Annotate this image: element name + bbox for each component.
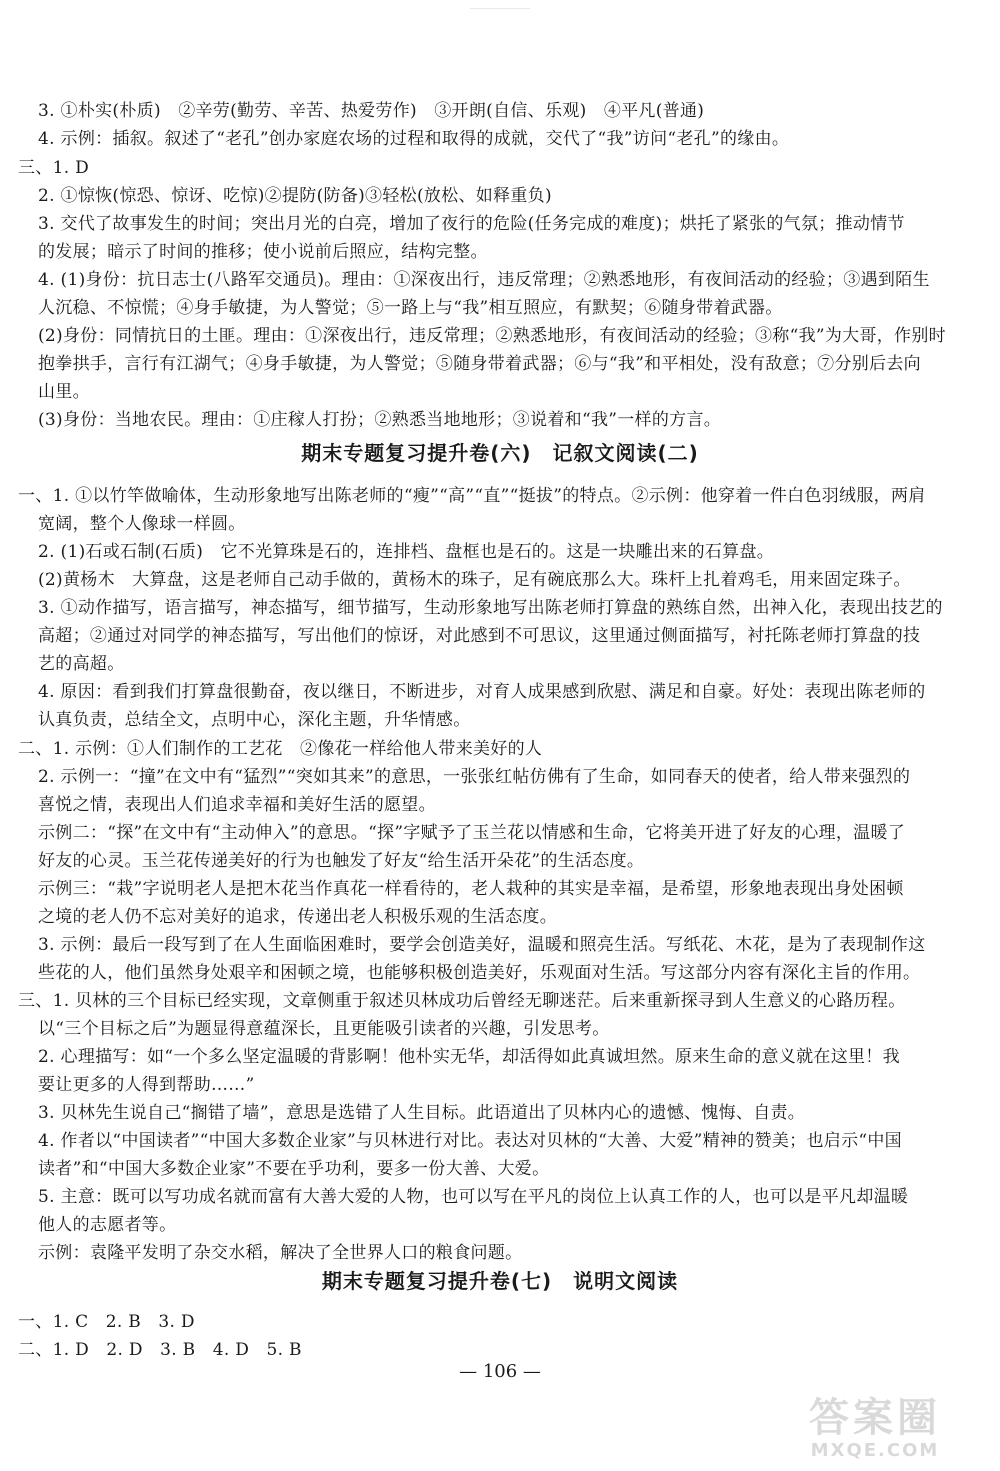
- answer-line: 4. (1)身份：抗日志士(八路军交通员)。理由：①深夜出行，违反常理；②熟悉地形，有夜间活动的经验；③遇到陌生: [38, 270, 930, 290]
- answer-line: 认真负责，总结全文，点明中心，深化主题，升华情感。: [38, 710, 471, 730]
- section-line: 二、1. 示例：①人们制作的工艺花 ②像花一样给他人带来美好的人: [18, 739, 543, 759]
- answer-line: 之境的老人仍不忘对美好的追求，传递出老人积极乐观的生活态度。: [38, 907, 557, 927]
- answer-line: 以“三个目标之后”为题显得意蕴深长，且更能吸引读者的兴趣，引发思考。: [38, 1019, 610, 1039]
- section-line: 二、1. D 2. D 3. B 4. D 5. B: [18, 1340, 302, 1360]
- answer-line: 示例三：“栽”字说明老人是把木花当作真花一样看待的，老人栽种的其实是幸福，是希望，形象地表现出身处困顿: [38, 879, 904, 899]
- answer-line: 抱拳拱手，言行有江湖气；④身手敏捷，为人警觉；⑤随身带着武器；⑥与“我”和平相处，没有敌意；⑦分别后去向: [38, 354, 921, 374]
- answer-line: 宽阔，整个人像球一样圆。: [38, 514, 246, 534]
- answer-line: 人沉稳、不惊慌；④身手敏捷，为人警觉；⑤一路上与“我”相互照应，有默契；⑥随身带着武器。: [38, 298, 783, 318]
- answer-line: 2. ①惊恢(惊恐、惊讶、吃惊)②提防(防备)③轻松(放松、如释重负): [38, 186, 552, 206]
- answer-line: 3. 示例：最后一段写到了在人生面临困难时，要学会创造美好，温暖和照亮生活。写纸花、木花，是为了表现制作这: [38, 935, 926, 955]
- answer-line: 4. 作者以“中国读者”“中国大多数企业家”与贝林进行对比。表达对贝林的“大善、大爱”精神的赞美；也启示“中国: [38, 1131, 902, 1151]
- section-line: 三、1. 贝林的三个目标已经实现，文章侧重于叙述贝林成功后曾经无聊迷茫。后来重新探寻到人生意义的心路历程。: [18, 991, 906, 1011]
- answer-line: 的发展；暗示了时间的推移；使小说前后照应，结构完整。: [38, 242, 488, 262]
- watermark-logo: [790, 1396, 960, 1468]
- answer-line: 喜悦之情，表现出人们追求幸福和美好生活的愿望。: [38, 795, 436, 815]
- section-heading: 期末专题复习提升卷(七) 说明文阅读: [321, 1269, 679, 1293]
- answer-line: 2. 示例一：“撞”在文中有“猛烈”“突如其来”的意思，一张张红帖仿佛有了生命，如同春天的使者，给人带来强烈的: [38, 767, 911, 787]
- section-line: 一、1. C 2. B 3. D: [18, 1312, 195, 1332]
- answer-line: 2. (1)石或石制(石质) 它不光算珠是石的，连排档、盘框也是石的。这是一块雕出来的石算盘。: [38, 542, 775, 562]
- answer-line: 3. ①朴实(朴质) ②辛劳(勤劳、辛苦、热爱劳作) ③开朗(自信、乐观) ④平凡(普通): [38, 101, 705, 121]
- section-line: 三、1. D: [18, 158, 90, 178]
- answer-line: 他人的志愿者等。: [38, 1215, 177, 1235]
- answer-line: 高超；②通过对同学的神态描写，写出他们的惊讶，对此感到不可思议，这里通过侧面描写，衬托陈老师打算盘的技: [38, 626, 921, 646]
- top-scan-mark: [470, 8, 530, 19]
- answer-line: 些花的人，他们虽然身处艰辛和困顿之境，也能够积极创造美好，乐观面对生活。写这部分内容有深化主旨的作用。: [38, 963, 921, 983]
- answer-line: 示例：袁隆平发明了杂交水稻，解决了全世界人口的粮食问题。: [38, 1243, 523, 1263]
- answer-line: (2)黄杨木 大算盘，这是老师自己动手做的，黄杨木的珠子，足有碗底那么大。珠杆上扎着鸡毛，用来固定珠子。: [38, 570, 911, 590]
- answer-line: 4. 原因：看到我们打算盘很勤奋，夜以继日，不断进步，对育人成果感到欣慰、满足和自豪。好处：表现出陈老师的: [38, 682, 926, 702]
- answer-line: 山里。: [38, 382, 90, 402]
- section-line: 一、1. ①以竹竿做喻体，生动形象地写出陈老师的“瘦”“高”“直”“挺拔”的特点。②示例：他穿着一件白色羽绒服，两肩: [18, 486, 926, 506]
- answer-line: 3. 交代了故事发生的时间；突出月光的白亮，增加了夜行的危险(任务完成的难度)；烘托了紧张的气氛；推动情节: [38, 214, 905, 234]
- answer-line: 读者”和“中国大多数企业家”不要在乎功利，要多一份大善、大爱。: [38, 1159, 550, 1179]
- answer-line: 示例二：“探”在文中有“主动伸入”的意思。“探”字赋予了玉兰花以情感和生命，它将美开进了好友的心理，温暖了: [38, 823, 906, 843]
- answer-line: (2)身份：同情抗日的土匪。理由：①深夜出行，违反常理；②熟悉地形，有夜间活动的经验；③称“我”为大哥，作别时: [38, 326, 946, 346]
- answer-line: 2. 心理描写：如“一个多么坚定温暖的背影啊！他朴实无华，却活得如此真诚坦然。原来生命的意义就在这里！我: [38, 1047, 900, 1067]
- section-heading: 期末专题复习提升卷(六) 记叙文阅读(二): [301, 441, 699, 465]
- answer-line: 艺的高超。: [38, 654, 125, 674]
- answer-line: 好友的心灵。玉兰花传递美好的行为也触发了好友“给生活开朵花”的生活态度。: [38, 851, 645, 871]
- answer-line: 3. 贝林先生说自己“搁错了墙”，意思是选错了人生目标。此语道出了贝林内心的遗憾、愧悔、自责。: [38, 1103, 806, 1123]
- answer-line: 5. 主意：既可以写功成名就而富有大善大爱的人物，也可以写在平凡的岗位上认真工作的人，也可以是平凡却温暖: [38, 1187, 909, 1207]
- answer-line: 3. ①动作描写，语言描写，神态描写，细节描写，生动形象地写出陈老师打算盘的熟练自然，出神入化，表现出技艺的: [38, 598, 943, 618]
- watermark-url: MXQE.COM: [810, 1440, 940, 1461]
- page-number: — 106 —: [459, 1361, 541, 1382]
- answer-line: 4. 示例：插叙。叙述了“老孔”创办家庭农场的过程和取得的成就，交代了“我”访问“老孔”的缘由。: [38, 129, 790, 149]
- answer-line: 要让更多的人得到帮助……”: [38, 1075, 255, 1095]
- answer-line: (3)身份：当地农民。理由：①庄稼人打扮；②熟悉当地地形；③说着和“我”一样的方言。: [38, 410, 722, 430]
- watermark-title: 答案圈: [809, 1395, 941, 1441]
